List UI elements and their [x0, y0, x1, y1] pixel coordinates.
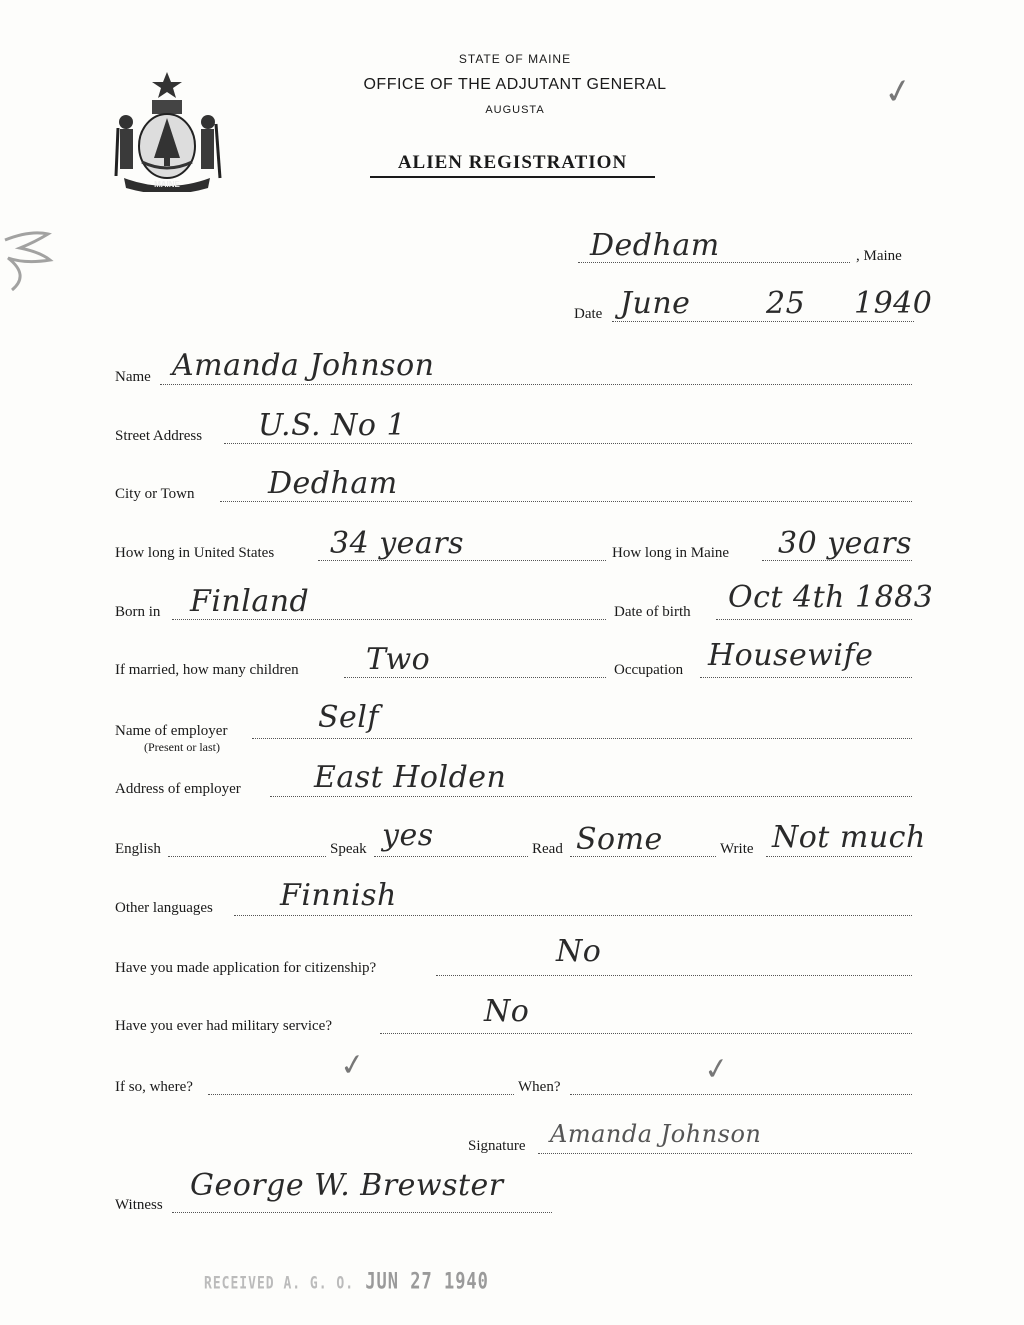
- employer-sublabel: (Present or last): [144, 740, 220, 754]
- speak-value: yes: [382, 818, 434, 853]
- signature-value: Amanda Johnson: [550, 1120, 762, 1148]
- check-mark-icon: ✓: [881, 71, 916, 114]
- employer-label: Name of employer: [115, 723, 228, 739]
- received-stamp-text: RECEIVED A. G. O.: [204, 1274, 355, 1294]
- where-check-icon: ✓: [337, 1047, 368, 1084]
- other-languages-value: Finnish: [280, 878, 397, 913]
- born-label: Born in: [115, 604, 161, 620]
- citizenship-value: No: [556, 934, 602, 969]
- children-value: Two: [366, 642, 431, 677]
- date-day-value: 25: [766, 286, 806, 321]
- citizenship-label: Have you made application for citizenship?: [115, 960, 377, 976]
- witness-label: Witness: [115, 1197, 163, 1213]
- state-seal-logo: [112, 66, 222, 192]
- form-title: ALIEN REGISTRATION: [370, 152, 655, 178]
- us-years-value: 34 years: [330, 526, 465, 561]
- employer-address-label: Address of employer: [115, 781, 241, 797]
- town-value: Dedham: [590, 228, 720, 263]
- date-year-value: 1940: [854, 286, 933, 321]
- speak-label: Speak: [330, 841, 367, 857]
- born-value: Finland: [190, 584, 310, 619]
- ink-smudge: [0, 220, 55, 300]
- street-value: U.S. No 1: [258, 408, 407, 443]
- where-label: If so, where?: [115, 1079, 193, 1095]
- military-value: No: [484, 994, 530, 1029]
- maine-label: , Maine: [856, 248, 902, 264]
- employer-address-value: East Holden: [314, 760, 507, 795]
- city-value: Dedham: [268, 466, 398, 501]
- header-city: AUGUSTA: [485, 104, 545, 116]
- name-label: Name: [115, 369, 151, 385]
- dob-value: Oct 4th 1883: [728, 580, 934, 615]
- when-check-icon: ✓: [701, 1051, 732, 1088]
- witness-value: George W. Brewster: [190, 1168, 504, 1203]
- svg-text:MAINE: MAINE: [154, 180, 180, 189]
- maine-years-value: 30 years: [778, 526, 913, 561]
- write-label: Write: [720, 841, 754, 857]
- military-label: Have you ever had military service?: [115, 1018, 332, 1034]
- date-month-value: June: [620, 286, 691, 321]
- street-label: Street Address: [115, 428, 203, 444]
- received-stamp: [204, 1269, 489, 1295]
- date-label: Date: [574, 306, 603, 322]
- other-languages-label: Other languages: [115, 900, 213, 916]
- write-value: Not much: [772, 820, 926, 855]
- english-label: English: [115, 841, 161, 857]
- children-label: If married, how many children: [115, 662, 299, 678]
- occupation-label: Occupation: [614, 662, 684, 678]
- received-stamp-date: JUN 27 1940: [365, 1269, 489, 1295]
- occupation-value: Housewife: [708, 638, 874, 673]
- header-office: OFFICE OF THE ADJUTANT GENERAL: [363, 76, 667, 93]
- city-label: City or Town: [115, 486, 195, 502]
- when-label: When?: [518, 1079, 561, 1095]
- signature-label: Signature: [468, 1138, 526, 1154]
- name-value: Amanda Johnson: [172, 348, 435, 383]
- employer-value: Self: [318, 700, 380, 735]
- us-years-label: How long in United States: [115, 545, 275, 561]
- read-value: Some: [576, 822, 663, 857]
- read-label: Read: [532, 841, 563, 857]
- maine-years-label: How long in Maine: [612, 545, 730, 561]
- dob-label: Date of birth: [614, 604, 691, 620]
- header-state: STATE OF MAINE: [458, 52, 572, 66]
